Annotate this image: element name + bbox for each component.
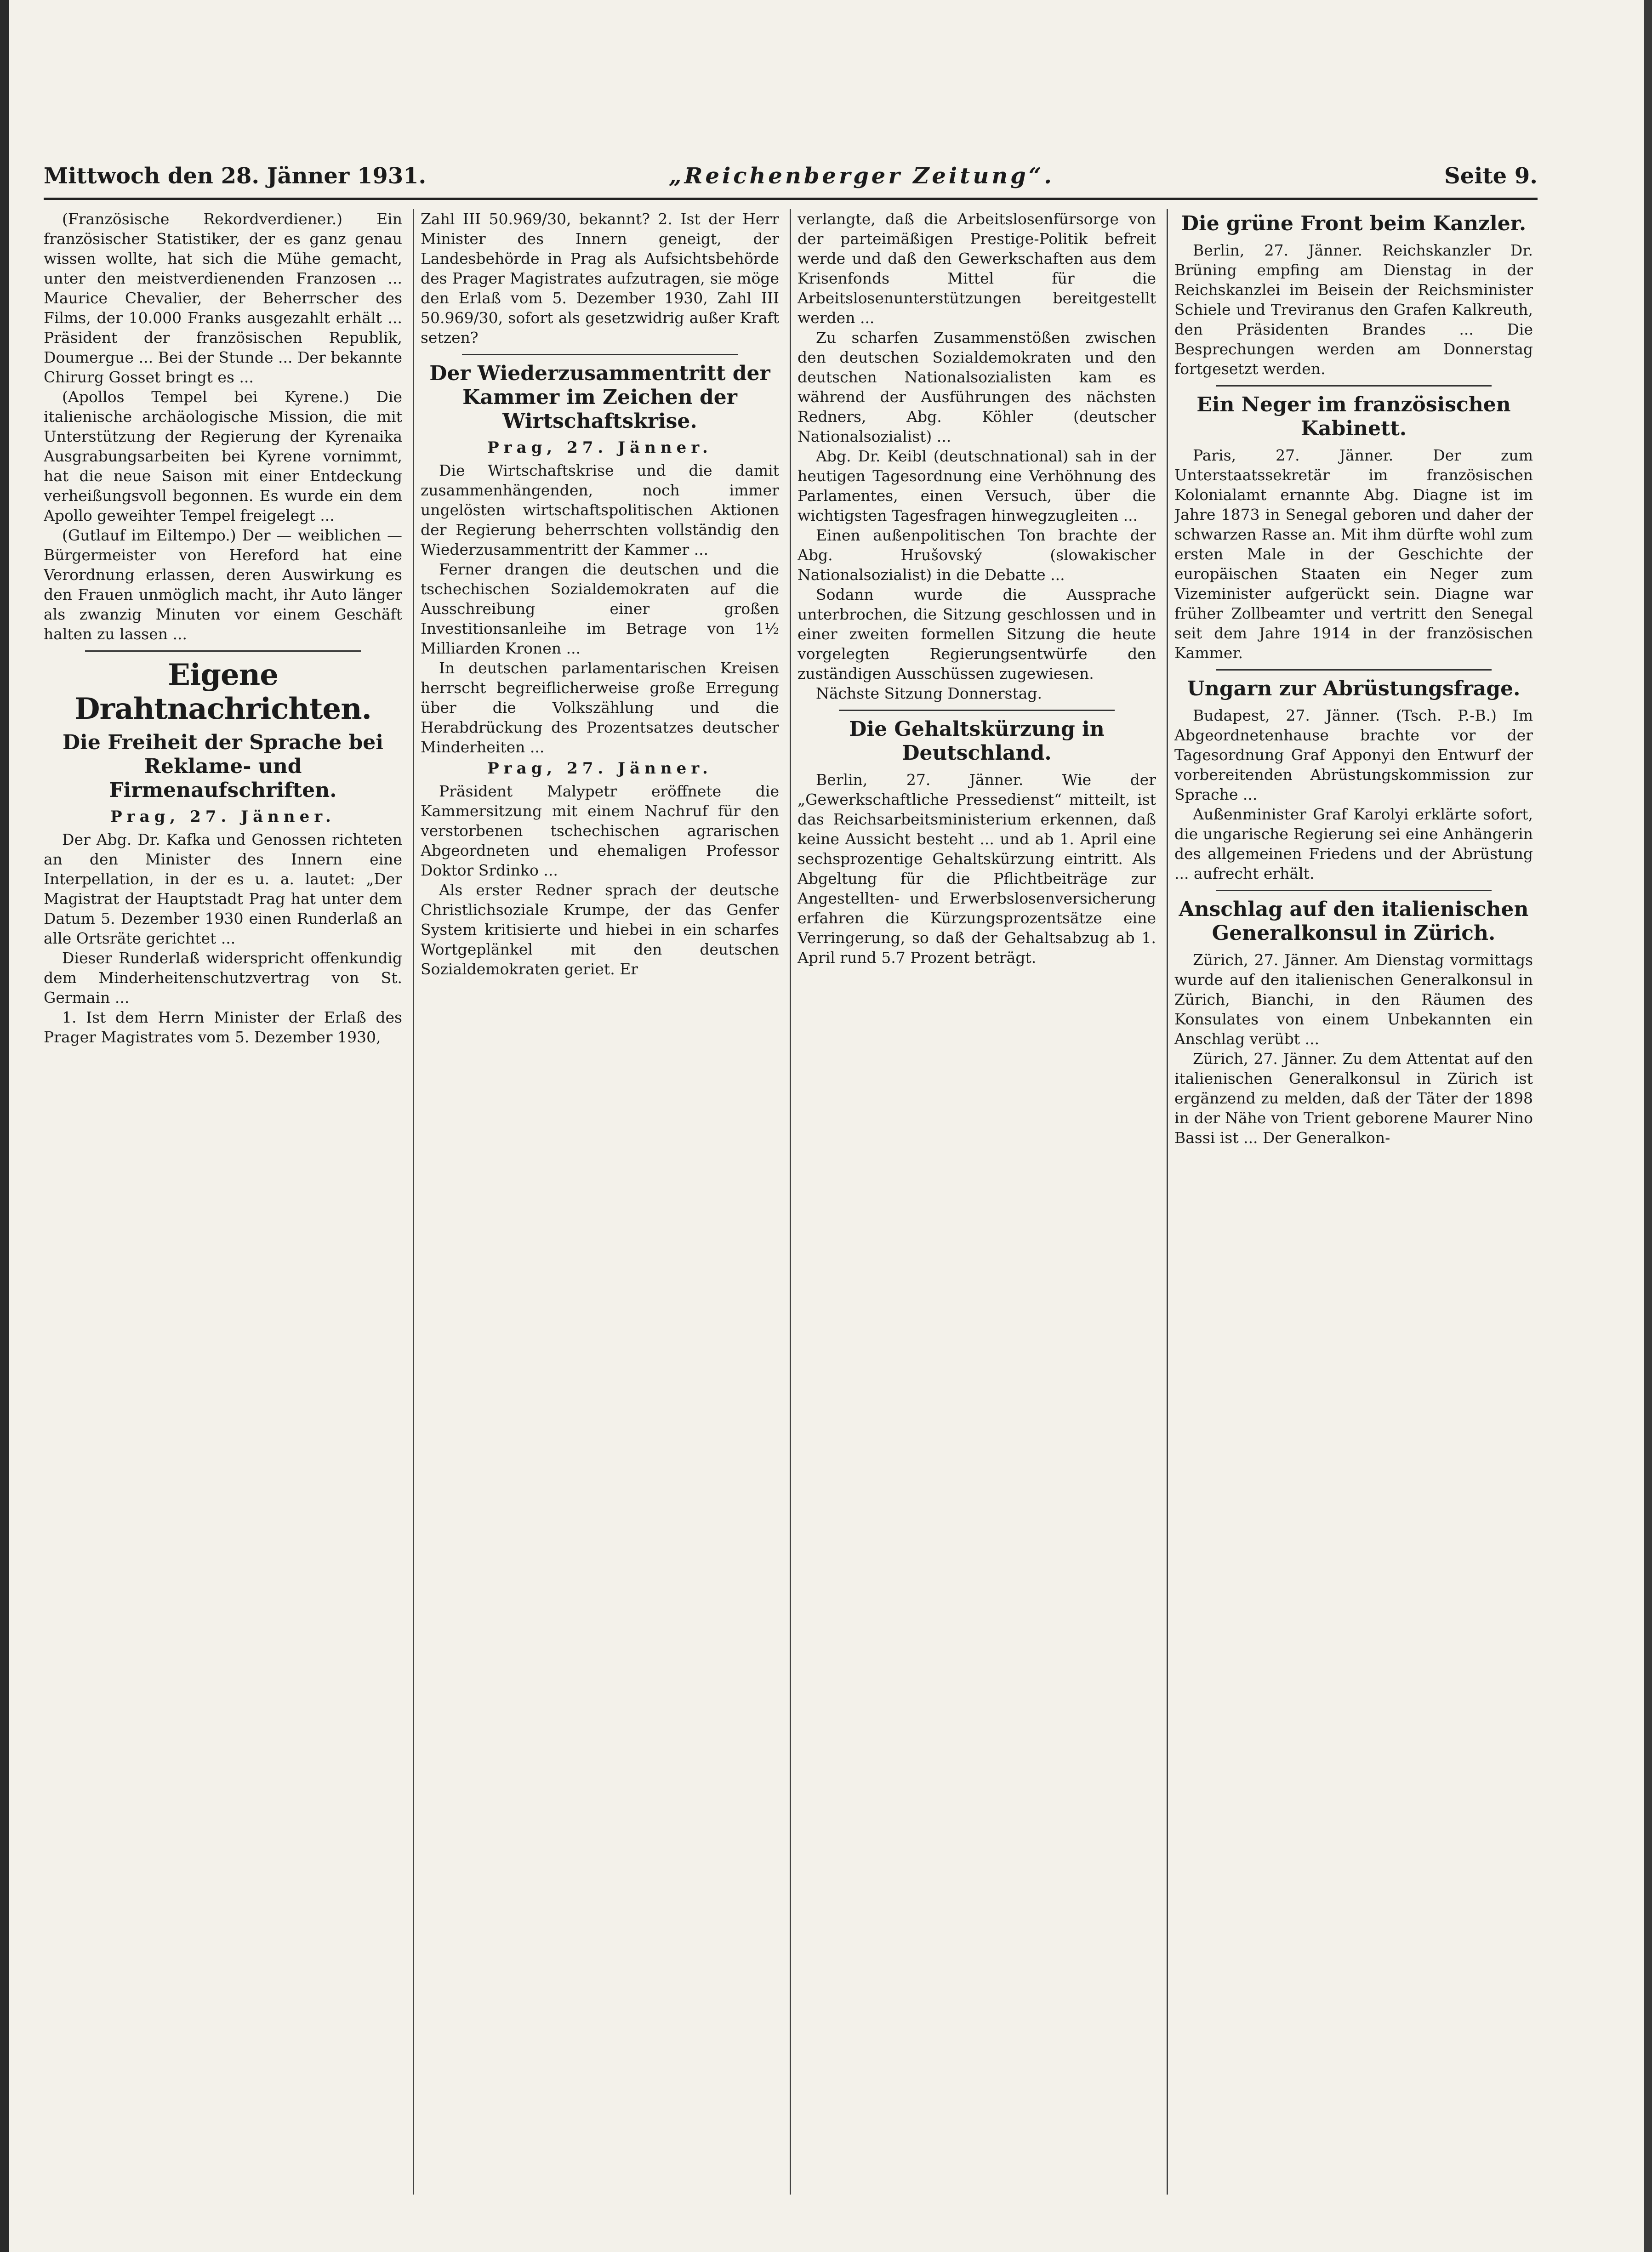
headline-front: Die grüne Front beim Kanzler. xyxy=(1181,212,1527,235)
dateline: Prag, 27. Jänner. xyxy=(110,808,336,826)
article-text: Zürich, 27. Jänner. Zu dem Attentat auf den italienischen Generalkonsul in Zürich ist ergänzend zu melden, daß der Täter der 1898 in der Nähe von Trient geborene Maurer Nino Bassi ist ... Der Generalkon- xyxy=(1174,1050,1533,1147)
dateline: Prag, 27. Jänner. xyxy=(487,438,712,457)
header-page-number: Seite 9. xyxy=(1444,163,1538,189)
divider xyxy=(839,710,1115,711)
article-text: Zürich, 27. Jänner. Am Dienstag vormittags wurde auf den italienischen Generalkonsul in Zürich, Bianchi, in den Räumen des Konsulates von einem Unbekannten ein Anschlag verübt ... xyxy=(1174,951,1533,1048)
header-date: Mittwoch den 28. Jänner 1931. xyxy=(44,163,427,189)
column-rule xyxy=(790,209,791,2195)
article-text: Sodann wurde die Aussprache unterbrochen, die Sitzung geschlossen und in einer zweiten formellen Sitzung die heute vorgelegten Regierungsentwürfe den zuständigen Ausschüssen zugewiesen. xyxy=(798,586,1156,682)
headline-gehalt: Die Gehaltskürzung in Deutschland. xyxy=(849,717,1105,765)
column-rule xyxy=(413,209,414,2195)
newspaper-page xyxy=(44,138,1538,2206)
article-text: Als erster Redner sprach der deutsche Christlichsoziale Krumpe, der das Genfer System kritisierte und hiebei in ein scharfes Wortgeplänkel mit den deutschen Sozialdemokraten geriet. Er xyxy=(421,881,779,978)
scan-edge-right xyxy=(1644,0,1652,2252)
article-text: Berlin, 27. Jänner. Wie der „Gewerkschaftliche Pressedienst“ mitteilt, ist das Reichsarbeitsministerium erkennen, daß keine Aussicht besteht ... und ab 1. April eine sechsprozentige Gehaltskürzung eintritt. Als Abgeltung für die Pflichtbeiträge zur Angestellten- und Erwerbslosenversicherung erfahren die Kürzungsprozentsätze eine Verringerung, so daß der Gehaltsabzug ab 1. April rund 5.7 Prozent beträgt. xyxy=(798,771,1156,967)
headline-zuerich: Anschlag auf den italienischen Generalkonsul in Zürich. xyxy=(1179,898,1529,945)
section-banner: Eigene Drahtnachrichten. xyxy=(74,658,371,726)
article-text: Einen außenpolitischen Ton brachte der Abg. Hrušovský (slowakischer Nationalsozialist) in die Debatte ... xyxy=(798,526,1156,584)
article-text: Nächste Sitzung Donnerstag. xyxy=(816,684,1042,702)
page-header xyxy=(44,163,1538,200)
headline-neger: Ein Neger im französischen Kabinett. xyxy=(1196,393,1511,440)
headline-ungarn: Ungarn zur Abrüstungsfrage. xyxy=(1187,677,1521,700)
article-text: Zahl III 50.969/30, bekannt? 2. Ist der Herr Minister des Innern geneigt, der Landesbehörde in Prag als Aufsichtsbehörde des Prager Magistrates aufzutragen, sie möge den Erlaß vom 5. Dezember 1930, Zahl III 50.969/30, sofort als gesetzwidrig außer Kraft setzen? xyxy=(421,210,779,347)
divider xyxy=(462,354,738,355)
article-text: Die Wirtschaftskrise und die damit zusammenhängenden, noch immer ungelösten wirtschaftspolitischen Aktionen der Regierung beherrschten vollständig den Wiederzusammentritt der Kammer ... xyxy=(421,461,779,558)
divider xyxy=(1216,890,1492,891)
article-text: Zu scharfen Zusammenstößen zwischen den deutschen Sozialdemokraten und den deutschen Nationalsozialisten kam es während der Ausführungen des nächsten Redners, Abg. Köhler (deutscher Nationalsozialist) ... xyxy=(798,329,1156,445)
divider xyxy=(1216,669,1492,671)
article-text: Außenminister Graf Karolyi erklärte sofort, die ungarische Regierung sei eine Anhängerin des allgemeinen Friedens und der Abrüstung ... aufrecht erhält. xyxy=(1174,805,1533,882)
column-3 xyxy=(798,209,1156,2195)
article-apollo-tempel: (Apollos Tempel bei Kyrene.) Die italienische archäologische Mission, die mit Unterstützung der Regierung der Kyrenaika Ausgrabungsarbeiten bei Kyrene vornimmt, hat die neue Saison mit einer Entdeckung verheißungsvoll begonnen. Es wurde ein dem Apollo geweihter Tempel freigelegt ... xyxy=(44,388,402,524)
dateline: Prag, 27. Jänner. xyxy=(487,759,712,778)
article-text: verlangte, daß die Arbeitslosenfürsorge von der parteimäßigen Prestige-Politik befreit werde und daß den Gewerkschaften aus dem Krisenfonds Mittel für die Arbeitslosenunterstützungen bereitgestellt werden ... xyxy=(798,210,1156,327)
article-text: Berlin, 27. Jänner. Reichskanzler Dr. Brüning empfing am Dienstag in der Reichskanzlei im Beisein der Reichsminister Schiele und Treviranus den Grafen Kalkreuth, den Präsidenten Brandes ... Die Besprechungen werden am Donnerstag fortgesetzt werden. xyxy=(1174,241,1533,378)
headline-kammer: Der Wiederzusammentritt der Kammer im Zeichen der Wirtschaftskrise. xyxy=(429,362,770,433)
article-text: Dieser Runderlaß widerspricht offenkundig dem Minderheitenschutzvertrag von St. Germain ... xyxy=(44,949,402,1007)
article-text: Ferner drangen die deutschen und die tschechischen Sozialdemokraten auf die Ausschreibung einer großen Investitionsanleihe im Betrage von 1½ Milliarden Kronen ... xyxy=(421,560,779,657)
headline-sprache: Die Freiheit der Sprache bei Reklame- und Firmenaufschriften. xyxy=(63,731,383,802)
article-text: In deutschen parlamentarischen Kreisen herrscht begreiflicherweise große Erregung über die Volkszählung und die Herabdrückung des Prozentsatzes deutscher Minderheiten ... xyxy=(421,659,779,756)
article-text: Der Abg. Dr. Kafka und Genossen richteten an den Minister des Innern eine Interpellation, in der es u. a. lautet: „Der Magistrat der Hauptstadt Prag hat unter dem Datum 5. Dezember 1930 einen Runderlaß an alle Ortsräte gerichtet ... xyxy=(44,830,402,947)
article-text: Abg. Dr. Keibl (deutschnational) sah in der heutigen Tagesordnung eine Verhöhnung des Parlamentes, einen Versuch, über die wichtigsten Tagesfragen hinwegzugleiten ... xyxy=(798,447,1156,524)
article-text: Budapest, 27. Jänner. (Tsch. P.-B.) Im Abgeordnetenhause brachte vor der Tagesordnung Graf Apponyi den Entwurf der vorbereitenden Abrüstungskommission zur Sprache ... xyxy=(1174,706,1533,803)
article-rekordverdiener: (Französische Rekordverdiener.) Ein französischer Statistiker, der es ganz genau wissen wollte, hat sich die Mühe gemacht, unter den meistverdienenden Franzosen ... Maurice Chevalier, der Beherrscher des Films, der 10.000 Franks ausgezahlt erhält ... Präsident der französischen Republik, Doumergue ... Bei der Stunde ... Der bekannte Chirurg Gosset bringt es ... xyxy=(44,210,402,386)
scan-edge-left xyxy=(0,0,9,2252)
column-1 xyxy=(44,209,402,2195)
header-masthead: „Reichenberger Zeitung“. xyxy=(669,163,1054,189)
article-hereford: (Gutlauf im Eiltempo.) Der — weiblichen — Bürgermeister von Hereford hat eine Verordnung erlassen, deren Auswirkung es den Frauen unmöglich macht, ihr Auto länger als zwanzig Minuten vor einem Geschäft halten zu lassen ... xyxy=(44,526,402,643)
article-text: Präsident Malypetr eröffnete die Kammersitzung mit einem Nachruf für den verstorbenen tschechischen agrarischen Abgeordneten und ehemaligen Professor Doktor Srdinko ... xyxy=(421,782,779,879)
column-4 xyxy=(1174,209,1533,2195)
divider xyxy=(85,650,361,652)
article-text: Paris, 27. Jänner. Der zum Unterstaatssekretär im französischen Kolonialamt ernannte Abg. Diagne ist im Jahre 1873 in Senegal geboren und daher der schwarzen Rasse an. Mit ihm dürfte wohl zum ersten Male in der Geschichte der europäischen Staaten ein Neger zum Vizeminister aufgerückt sein. Diagne war früher Zollbeamter und vertritt den Senegal seit dem Jahre 1914 in der französischen Kammer. xyxy=(1174,446,1533,662)
article-text: 1. Ist dem Herrn Minister der Erlaß des Prager Magistrates vom 5. Dezember 1930, xyxy=(44,1008,402,1046)
divider xyxy=(1216,385,1492,387)
column-rule xyxy=(1167,209,1168,2195)
column-2 xyxy=(421,209,779,2195)
